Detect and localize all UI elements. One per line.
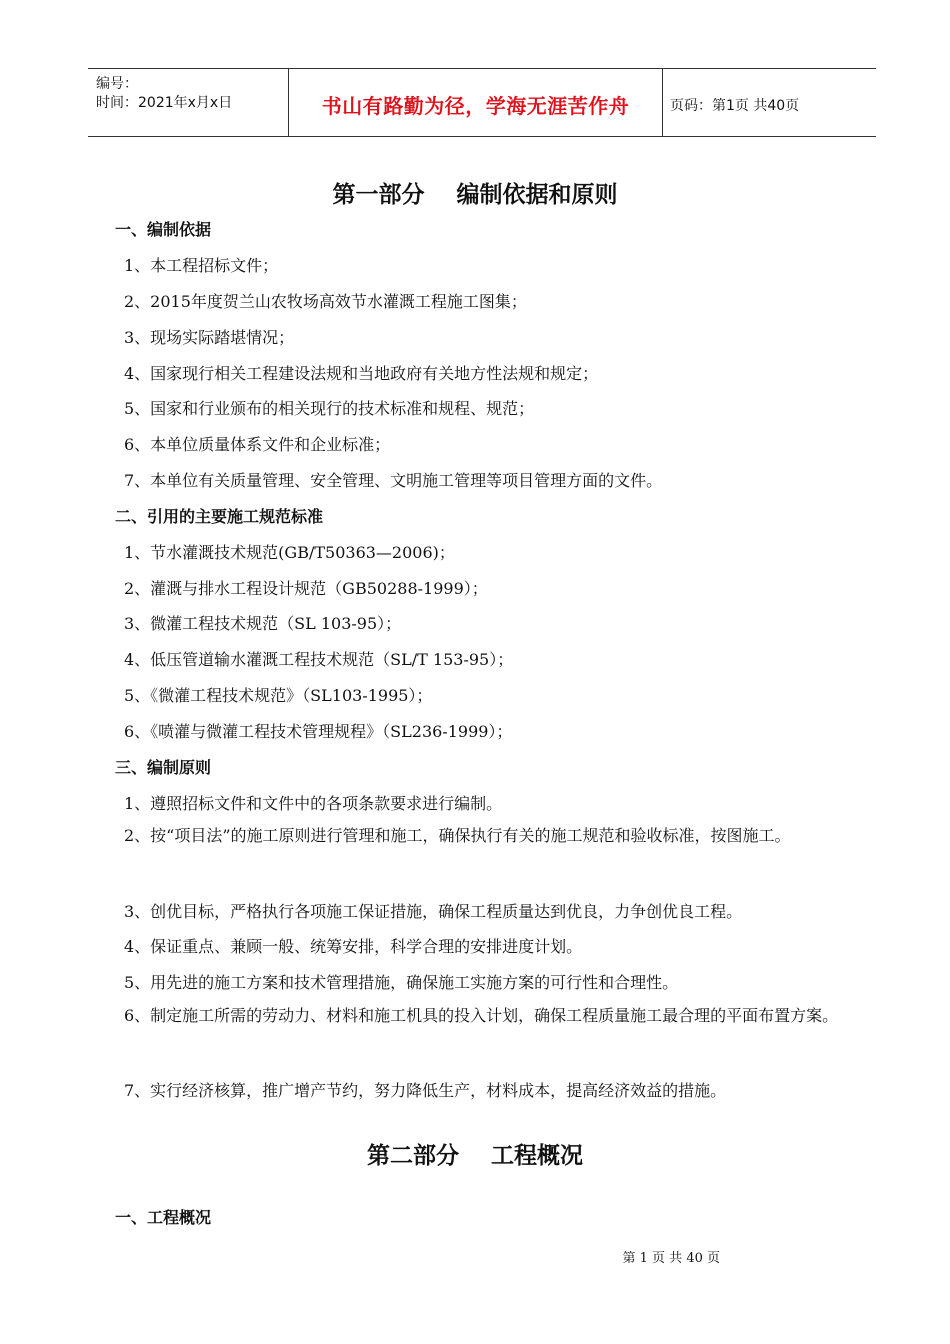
section-heading: 三、编制原则 xyxy=(115,758,212,777)
list-item: 7、本单位有关质量管理、安全管理、文明施工管理等项目管理方面的文件。 xyxy=(124,471,663,490)
section-heading: 一、编制依据 xyxy=(115,220,212,239)
list-item: 4、国家现行相关工程建设法规和当地政府有关地方性法规和规定； xyxy=(124,364,599,383)
list-item: 4、低压管道输水灌溉工程技术规范（SL/T 153-95）； xyxy=(124,650,514,669)
list-item: 5、用先进的施工方案和技术管理措施，确保施工实施方案的可行性和合理性。 xyxy=(124,973,679,992)
list-item: 3、现场实际踏堪情况； xyxy=(124,328,295,347)
header-page-number: 页码：第1页 共40页 xyxy=(670,97,800,114)
footer-page-number: 第 1 页 共 40 页 xyxy=(622,1251,720,1266)
part1-title: 第一部分 编制依据和原则 xyxy=(332,182,618,208)
document-header xyxy=(88,68,876,137)
list-item: 5、国家和行业颁布的相关现行的技术标准和规程、规范； xyxy=(124,399,535,418)
list-item: 1、本工程招标文件； xyxy=(124,256,279,275)
list-item: 3、微灌工程技术规范（SL 103-95）； xyxy=(124,614,402,633)
header-number: 编号： xyxy=(96,76,138,92)
page-footer xyxy=(0,1247,950,1266)
list-item: 2、按“项目法”的施工原则进行管理和施工，确保执行有关的施工规范和验收标准，按图施工。 xyxy=(124,826,791,845)
header-meta xyxy=(88,69,288,136)
list-item: 6、制定施工所需的劳动力、材料和施工机具的投入计划，确保工程质量施工最合理的平面布置方案。 xyxy=(124,1006,839,1025)
section-heading: 二、引用的主要施工规范标准 xyxy=(115,507,324,526)
part2-title: 第二部分 工程概况 xyxy=(366,1143,584,1169)
list-item: 4、保证重点、兼顾一般、统筹安排，科学合理的安排进度计划。 xyxy=(124,937,583,956)
list-item: 6、《喷灌与微灌工程技术管理规程》（SL236-1999）； xyxy=(124,722,513,741)
list-item: 3、创优目标，严格执行各项施工保证措施，确保工程质量达到优良，力争创优良工程。 xyxy=(124,902,743,921)
list-item: 5、《微灌工程技术规范》（SL103-1995）； xyxy=(124,686,433,705)
list-item: 1、节水灌溉技术规范(GB/T50363—2006)； xyxy=(124,543,455,562)
list-item: 1、遵照招标文件和文件中的各项条款要求进行编制。 xyxy=(124,794,503,813)
list-item: 6、本单位质量体系文件和企业标准； xyxy=(124,435,391,454)
header-page-cell xyxy=(662,69,876,136)
header-motto-cell xyxy=(288,69,663,136)
list-item: 2、灌溉与排水工程设计规范（GB50288-1999）； xyxy=(124,579,488,598)
list-item: 7、实行经济核算，推广增产节约，努力降低生产，材料成本，提高经济效益的措施。 xyxy=(124,1081,727,1100)
header-motto: 书山有路勤为径，学海无涯苦作舟 xyxy=(321,94,630,118)
header-time: 时间：2021年x月x日 xyxy=(96,95,233,111)
section-heading: 一、工程概况 xyxy=(115,1208,212,1227)
list-item: 2、2015年度贺兰山农牧场高效节水灌溉工程施工图集； xyxy=(124,292,527,311)
